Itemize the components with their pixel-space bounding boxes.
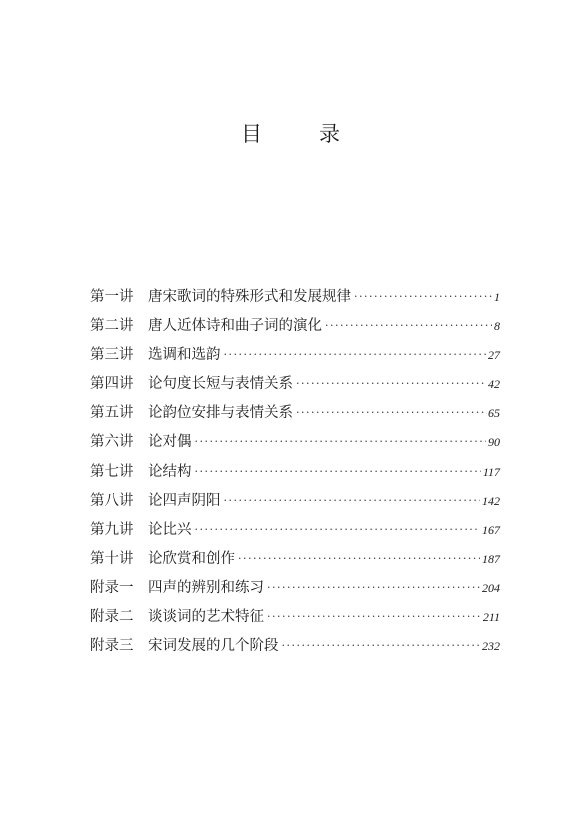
toc-entry-page: 42: [488, 377, 500, 392]
table-of-contents: [90, 285, 500, 663]
toc-entry-title: 四声的辨别和练习: [148, 579, 264, 596]
toc-entry[interactable]: [90, 430, 500, 459]
toc-leader-dots: [296, 377, 486, 390]
toc-leader-dots: [195, 523, 481, 536]
toc-leader-dots: [238, 552, 480, 565]
toc-entry[interactable]: [90, 285, 500, 314]
toc-entry-page: 117: [482, 464, 500, 479]
toc-entry-title: 论四声阴阳: [148, 492, 221, 509]
toc-entry-title: 论比兴: [148, 521, 192, 538]
toc-leader-dots: [354, 290, 492, 303]
toc-leader-dots: [282, 639, 481, 652]
toc-entry-title: 唐宋歌词的特殊形式和发展规律: [148, 289, 351, 305]
toc-entry[interactable]: [90, 460, 500, 489]
toc-leader-dots: [296, 406, 486, 419]
toc-entry-number: 第三讲: [90, 347, 134, 364]
toc-entry-page: 142: [482, 493, 500, 508]
toc-entry-title: 唐人近体诗和曲子词的演化: [148, 318, 322, 335]
toc-entry[interactable]: [90, 343, 500, 372]
toc-entry-title: 论结构: [148, 463, 192, 480]
toc-entry-number: 附录二: [90, 609, 134, 626]
toc-entry-title: 选调和选韵: [148, 347, 221, 364]
toc-entry-number: 第五讲: [90, 405, 134, 422]
page-title: 目 录: [241, 122, 358, 146]
toc-leader-dots: [195, 465, 481, 478]
toc-entry-page: 232: [482, 639, 500, 654]
toc-leader-dots: [195, 435, 487, 448]
toc-entry-title: 论句度长短与表情关系: [148, 376, 293, 393]
toc-entry-page: 204: [482, 580, 500, 595]
toc-entry-number: 附录三: [90, 638, 134, 655]
toc-leader-dots: [224, 494, 481, 507]
toc-entry-page: 167: [482, 522, 500, 537]
toc-entry[interactable]: [90, 518, 500, 547]
toc-entry[interactable]: [90, 605, 500, 634]
toc-entry-number: 第一讲: [90, 289, 134, 305]
toc-entry[interactable]: [90, 576, 500, 605]
toc-leader-dots: [267, 610, 481, 623]
toc-entry-page: 187: [482, 551, 500, 566]
toc-entry[interactable]: [90, 634, 500, 663]
toc-entry-number: 第四讲: [90, 376, 134, 393]
toc-entry-page: 65: [488, 406, 500, 421]
toc-entry-title: 宋词发展的几个阶段: [148, 638, 279, 655]
toc-entry-number: 第六讲: [90, 434, 134, 451]
toc-entry-number: 第十讲: [90, 550, 134, 567]
toc-entry-page: 27: [488, 348, 500, 363]
toc-entry[interactable]: [90, 401, 500, 430]
toc-entry[interactable]: [90, 372, 500, 401]
toc-leader-dots: [267, 581, 480, 594]
toc-entry[interactable]: [90, 489, 500, 518]
toc-entry-page: 8: [494, 319, 500, 334]
toc-entry-page: 90: [488, 435, 500, 450]
toc-entry-title: 论韵位安排与表情关系: [148, 405, 293, 422]
toc-leader-dots: [325, 319, 492, 332]
toc-entry-number: 第二讲: [90, 318, 134, 335]
toc-entry[interactable]: [90, 314, 500, 343]
toc-entry-title: 论欣赏和创作: [148, 550, 235, 567]
toc-entry-number: 第八讲: [90, 492, 134, 509]
toc-leader-dots: [224, 348, 487, 361]
toc-entry-number: 第七讲: [90, 463, 134, 480]
toc-entry-title: 谈谈词的艺术特征: [148, 609, 264, 626]
toc-entry-number: 附录一: [90, 579, 134, 596]
toc-entry-number: 第九讲: [90, 521, 134, 538]
toc-entry[interactable]: [90, 547, 500, 576]
toc-entry-page: 211: [482, 610, 500, 625]
toc-entry-page: 1: [494, 290, 500, 304]
toc-entry-title: 论对偶: [148, 434, 192, 451]
